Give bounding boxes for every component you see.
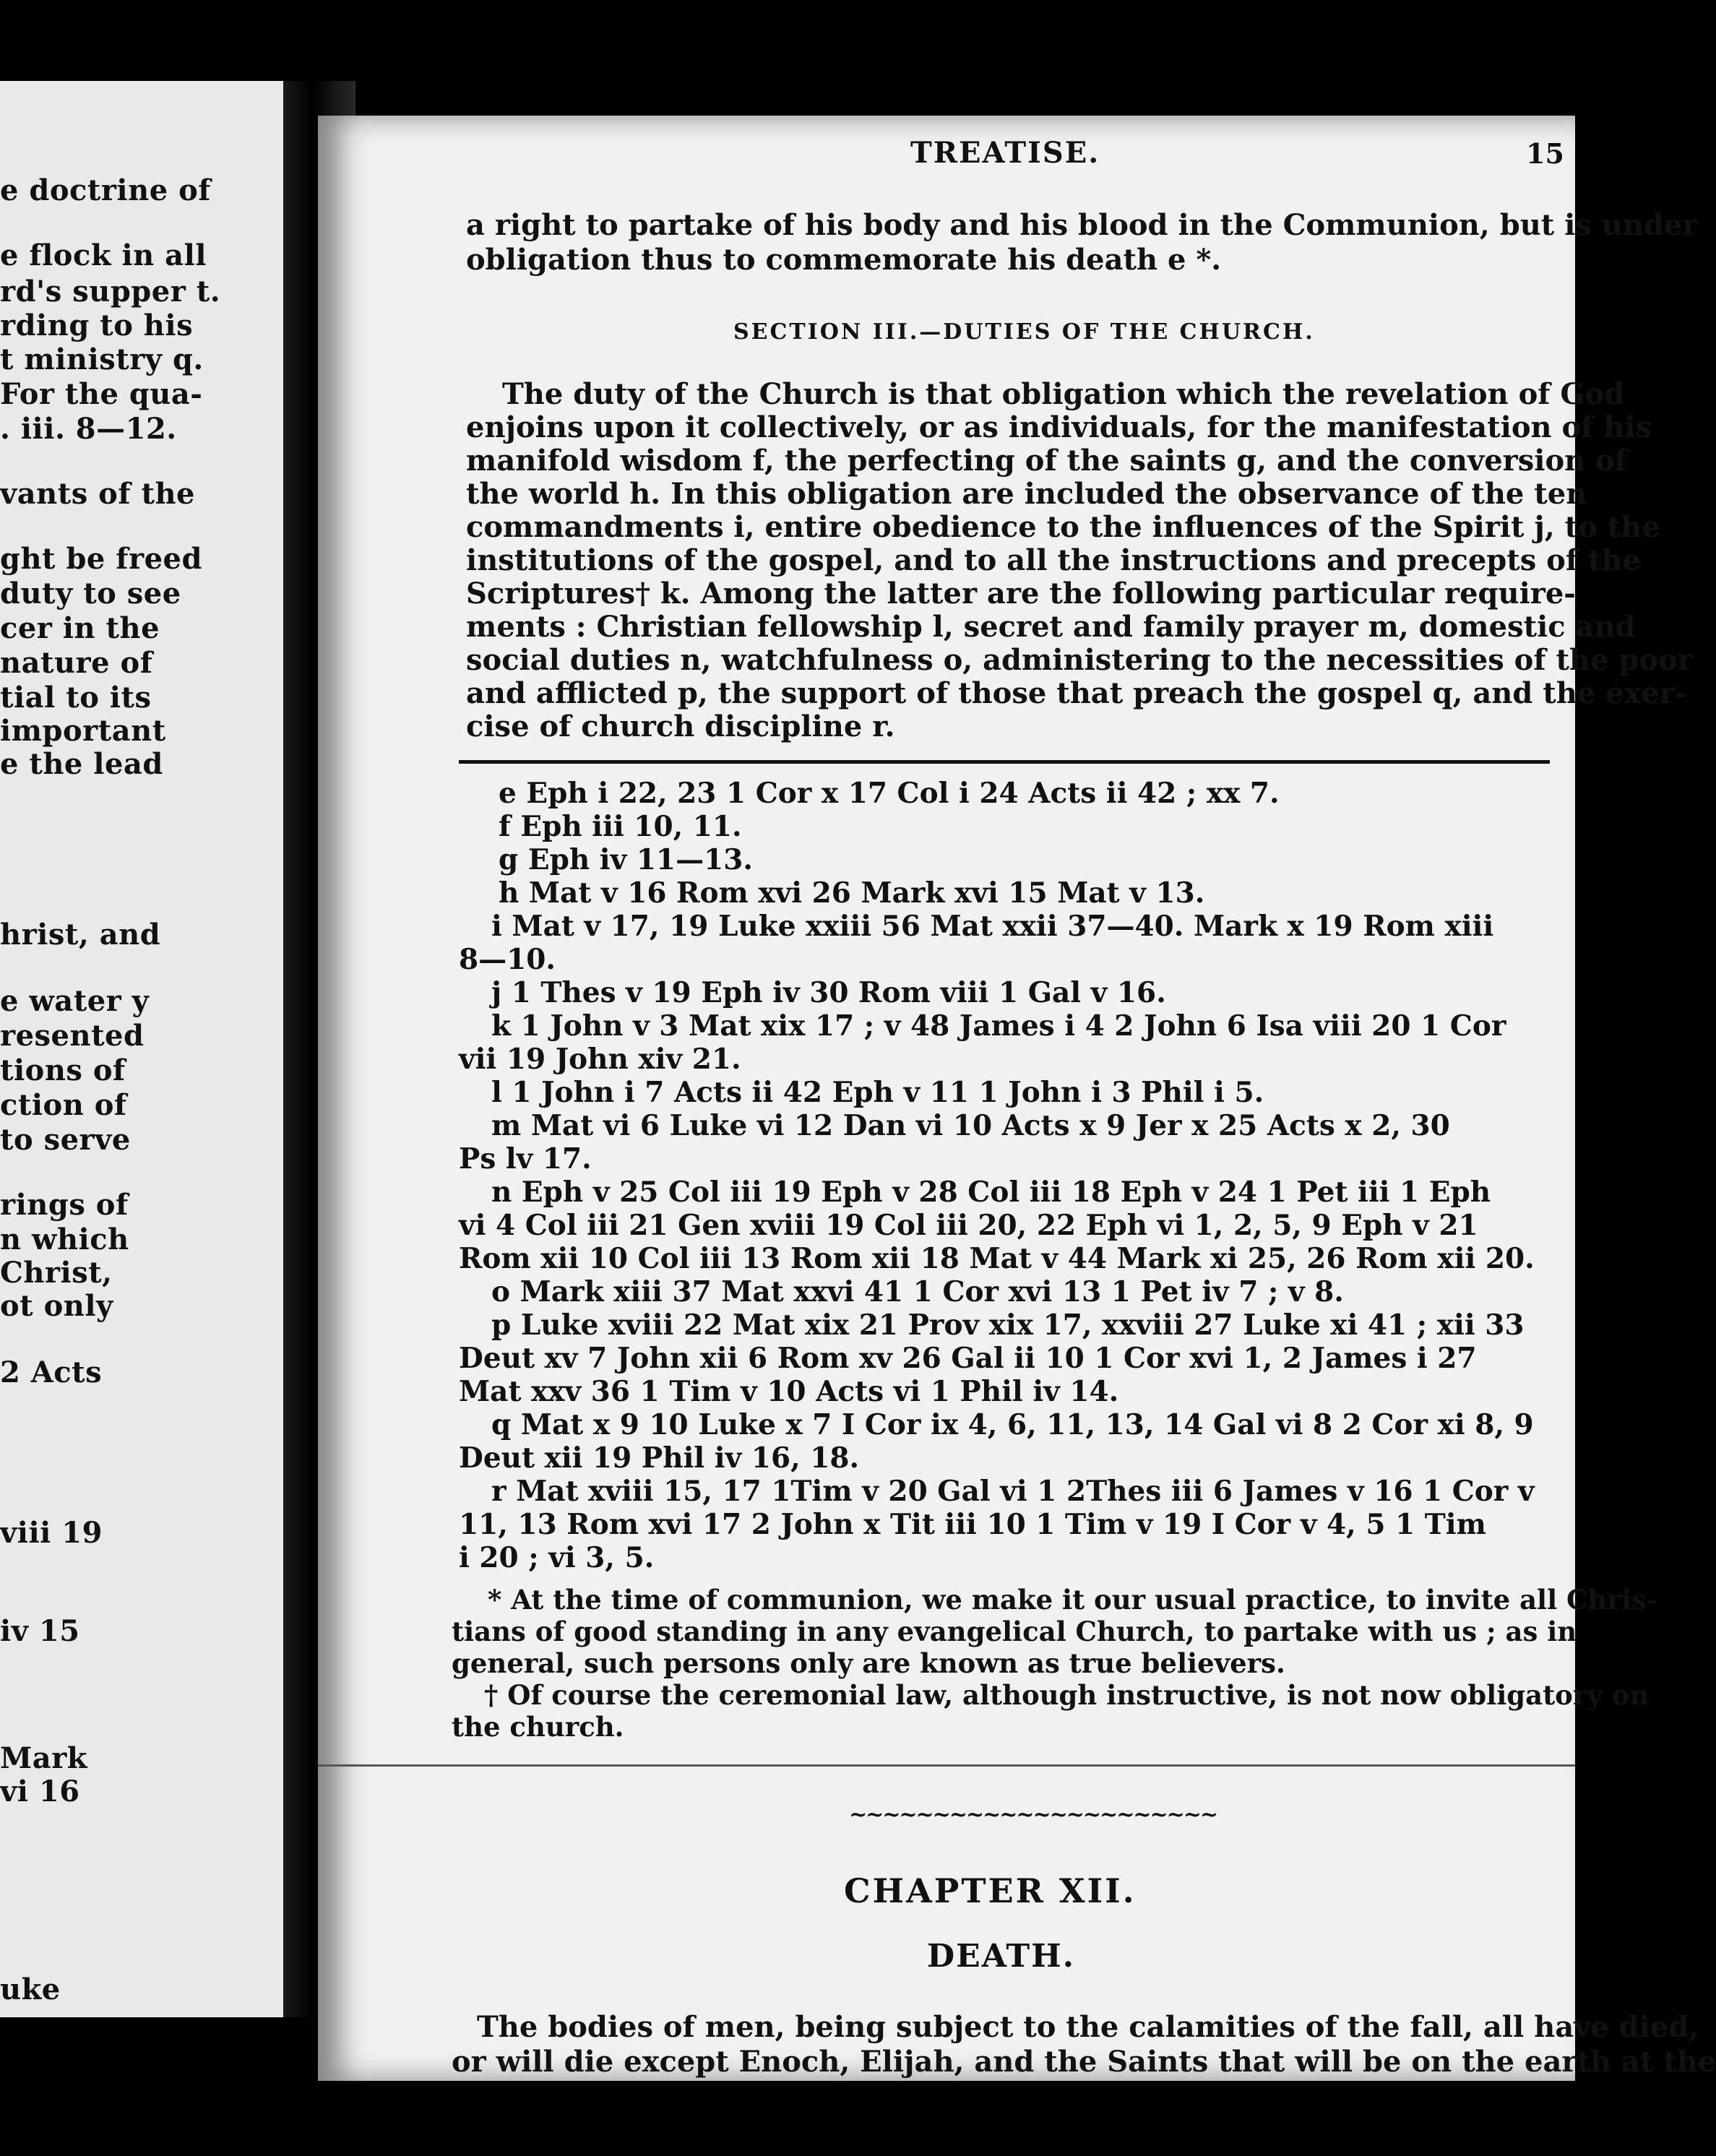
reference-line: p Luke xviii 22 Mat xix 21 Prov xix 17, xxviii 27 Luke xi 41 ; xii 33	[491, 1308, 1525, 1342]
paragraph-line: manifold wisdom f, the perfecting of the saints g, and the conversion of	[466, 444, 1628, 478]
reference-line: f Eph iii 10, 11.	[499, 810, 742, 843]
left-line: uke	[0, 1972, 61, 2006]
left-line: e flock in all	[0, 238, 207, 272]
left-line: . iii. 8—12.	[0, 412, 177, 446]
ornamental-divider: ~~~~~~~~~~~~~~~~~~~~~~	[849, 1802, 1217, 1827]
paragraph-line: social duties n, watchfulness o, administering to the necessities of the poor	[466, 643, 1693, 677]
left-line: viii 19	[0, 1516, 103, 1550]
reference-line: Mat xxv 36 1 Tim v 10 Acts vi 1 Phil iv 14.	[459, 1375, 1119, 1408]
left-line: e doctrine of	[0, 173, 211, 207]
reference-line: r Mat xviii 15, 17 1Tim v 20 Gal vi 1 2Thes iii 6 James v 16 1 Cor v	[491, 1475, 1535, 1508]
reference-line: k 1 John v 3 Mat xix 17 ; v 48 James i 4 2 John 6 Isa viii 20 1 Cor	[491, 1009, 1506, 1043]
footnote-line: † Of course the ceremonial law, although instructive, is not now obligatory on	[484, 1679, 1650, 1711]
left-line: vi 16	[0, 1775, 80, 1808]
paragraph-line: cise of church discipline r.	[466, 710, 895, 743]
intro-line: obligation thus to commemorate his death e *.	[466, 243, 1222, 277]
chapter-subtitle: DEATH.	[927, 1938, 1076, 1975]
footnote-line: general, such persons only are known as true believers.	[452, 1647, 1285, 1679]
reference-line: l 1 John i 7 Acts ii 42 Eph v 11 1 John i 3 Phil i 5.	[491, 1076, 1264, 1109]
reference-line: g Eph iv 11—13.	[499, 843, 753, 876]
reference-line: e Eph i 22, 23 1 Cor x 17 Col i 24 Acts ii 42 ; xx 7.	[499, 777, 1280, 810]
section-heading: SECTION III.—DUTIES OF THE CHURCH.	[733, 319, 1315, 345]
page-number: 15	[1526, 137, 1564, 170]
left-line: ght be freed	[0, 542, 202, 576]
reference-line: Deut xii 19 Phil iv 16, 18.	[459, 1441, 860, 1475]
left-line: to serve	[0, 1123, 131, 1157]
reference-line: Ps lv 17.	[459, 1142, 592, 1176]
left-line: rd's supper t.	[0, 275, 221, 309]
left-line: rings of	[0, 1188, 129, 1222]
reference-line: n Eph v 25 Col iii 19 Eph v 28 Col iii 18 Eph v 24 1 Pet iii 1 Eph	[491, 1176, 1491, 1209]
reference-line: h Mat v 16 Rom xvi 26 Mark xvi 15 Mat v 13.	[499, 876, 1205, 910]
chapter-title: CHAPTER XII.	[844, 1871, 1137, 1910]
left-line: cer in the	[0, 611, 160, 645]
running-title: TREATISE.	[910, 136, 1100, 170]
left-line: ction of	[0, 1088, 127, 1122]
left-line: ot only	[0, 1289, 113, 1323]
left-line: nature of	[0, 646, 153, 680]
footnote-line: * At the time of communion, we make it our usual practice, to invite all Chris-	[488, 1584, 1658, 1616]
paragraph-line: commandments i, entire obedience to the influences of the Spirit j, to the	[466, 510, 1660, 544]
left-line: n which	[0, 1223, 129, 1256]
paragraph-line: institutions of the gospel, and to all the instructions and precepts of the	[466, 543, 1641, 577]
paragraph-line: Scriptures† k. Among the latter are the following particular require-	[466, 577, 1576, 611]
paragraph-line: and afflicted p, the support of those that preach the gospel q, and the exer-	[466, 676, 1687, 710]
left-line: tions of	[0, 1053, 126, 1087]
left-line: tial to its	[0, 681, 152, 715]
left-line: vants of the	[0, 477, 195, 511]
intro-line: a right to partake of his body and his blood in the Communion, but is under	[466, 208, 1698, 242]
left-line: For the qua-	[0, 377, 203, 411]
rule-above-references	[459, 760, 1550, 764]
reference-line: o Mark xiii 37 Mat xxvi 41 1 Cor xvi 13 1 Pet iv 7 ; v 8.	[491, 1275, 1344, 1308]
left-line: rding to his	[0, 309, 194, 342]
reference-line: 8—10.	[459, 943, 556, 976]
left-line: t ministry q.	[0, 342, 204, 376]
footnote-line: tians of good standing in any evangelical Church, to partake with us ; as in	[452, 1616, 1577, 1647]
reference-line: Deut xv 7 John xii 6 Rom xv 26 Gal ii 10 1 Cor xvi 1, 2 James i 27	[459, 1342, 1477, 1375]
paragraph-line: ments : Christian fellowship l, secret and family prayer m, domestic and	[466, 610, 1636, 644]
reference-line: q Mat x 9 10 Luke x 7 I Cor ix 4, 6, 11, 13, 14 Gal vi 8 2 Cor xi 8, 9	[491, 1408, 1534, 1441]
left-line: Mark	[0, 1741, 87, 1775]
reference-line: vi 4 Col iii 21 Gen xviii 19 Col iii 20, 22 Eph vi 1, 2, 5, 9 Eph v 21	[459, 1209, 1478, 1242]
paragraph-line: enjoins upon it collectively, or as individuals, for the manifestation of his	[466, 410, 1652, 444]
page-fold-line	[318, 1764, 1575, 1767]
footnote-line: the church.	[452, 1711, 624, 1743]
left-line: hrist, and	[0, 918, 161, 952]
reference-line: i Mat v 17, 19 Luke xxiii 56 Mat xxii 37—40. Mark x 19 Rom xiii	[491, 910, 1494, 943]
reference-line: vii 19 John xiv 21.	[459, 1043, 741, 1076]
left-line: e water y	[0, 984, 150, 1018]
reference-line: 11, 13 Rom xvi 17 2 John x Tit iii 10 1 Tim v 19 I Cor v 4, 5 1 Tim	[459, 1508, 1486, 1541]
left-line: 2 Acts	[0, 1355, 103, 1389]
chapter-line: or will die except Enoch, Elijah, and the Saints that will be on the earth at the	[452, 2045, 1716, 2079]
reference-line: Rom xii 10 Col iii 13 Rom xii 18 Mat v 44 Mark xi 25, 26 Rom xii 20.	[459, 1242, 1535, 1275]
reference-line: i 20 ; vi 3, 5.	[459, 1541, 655, 1574]
chapter-line: The bodies of men, being subject to the calamities of the fall, all have died,	[477, 2010, 1699, 2044]
left-line: duty to see	[0, 577, 181, 611]
left-line: Christ,	[0, 1256, 113, 1290]
reference-line: j 1 Thes v 19 Eph iv 30 Rom viii 1 Gal v 16.	[491, 976, 1166, 1009]
paragraph-line: The duty of the Church is that obligation which the revelation of God	[502, 377, 1625, 411]
main-page	[318, 116, 1716, 2081]
left-line: e the lead	[0, 747, 163, 781]
reference-line: m Mat vi 6 Luke vi 12 Dan vi 10 Acts x 9 Jer x 25 Acts x 2, 30	[491, 1109, 1450, 1142]
left-page	[0, 81, 283, 2017]
paragraph-line: the world h. In this obligation are included the observance of the ten	[466, 477, 1587, 511]
left-line: iv 15	[0, 1614, 80, 1648]
left-line: resented	[0, 1019, 145, 1053]
left-line: important	[0, 714, 166, 748]
